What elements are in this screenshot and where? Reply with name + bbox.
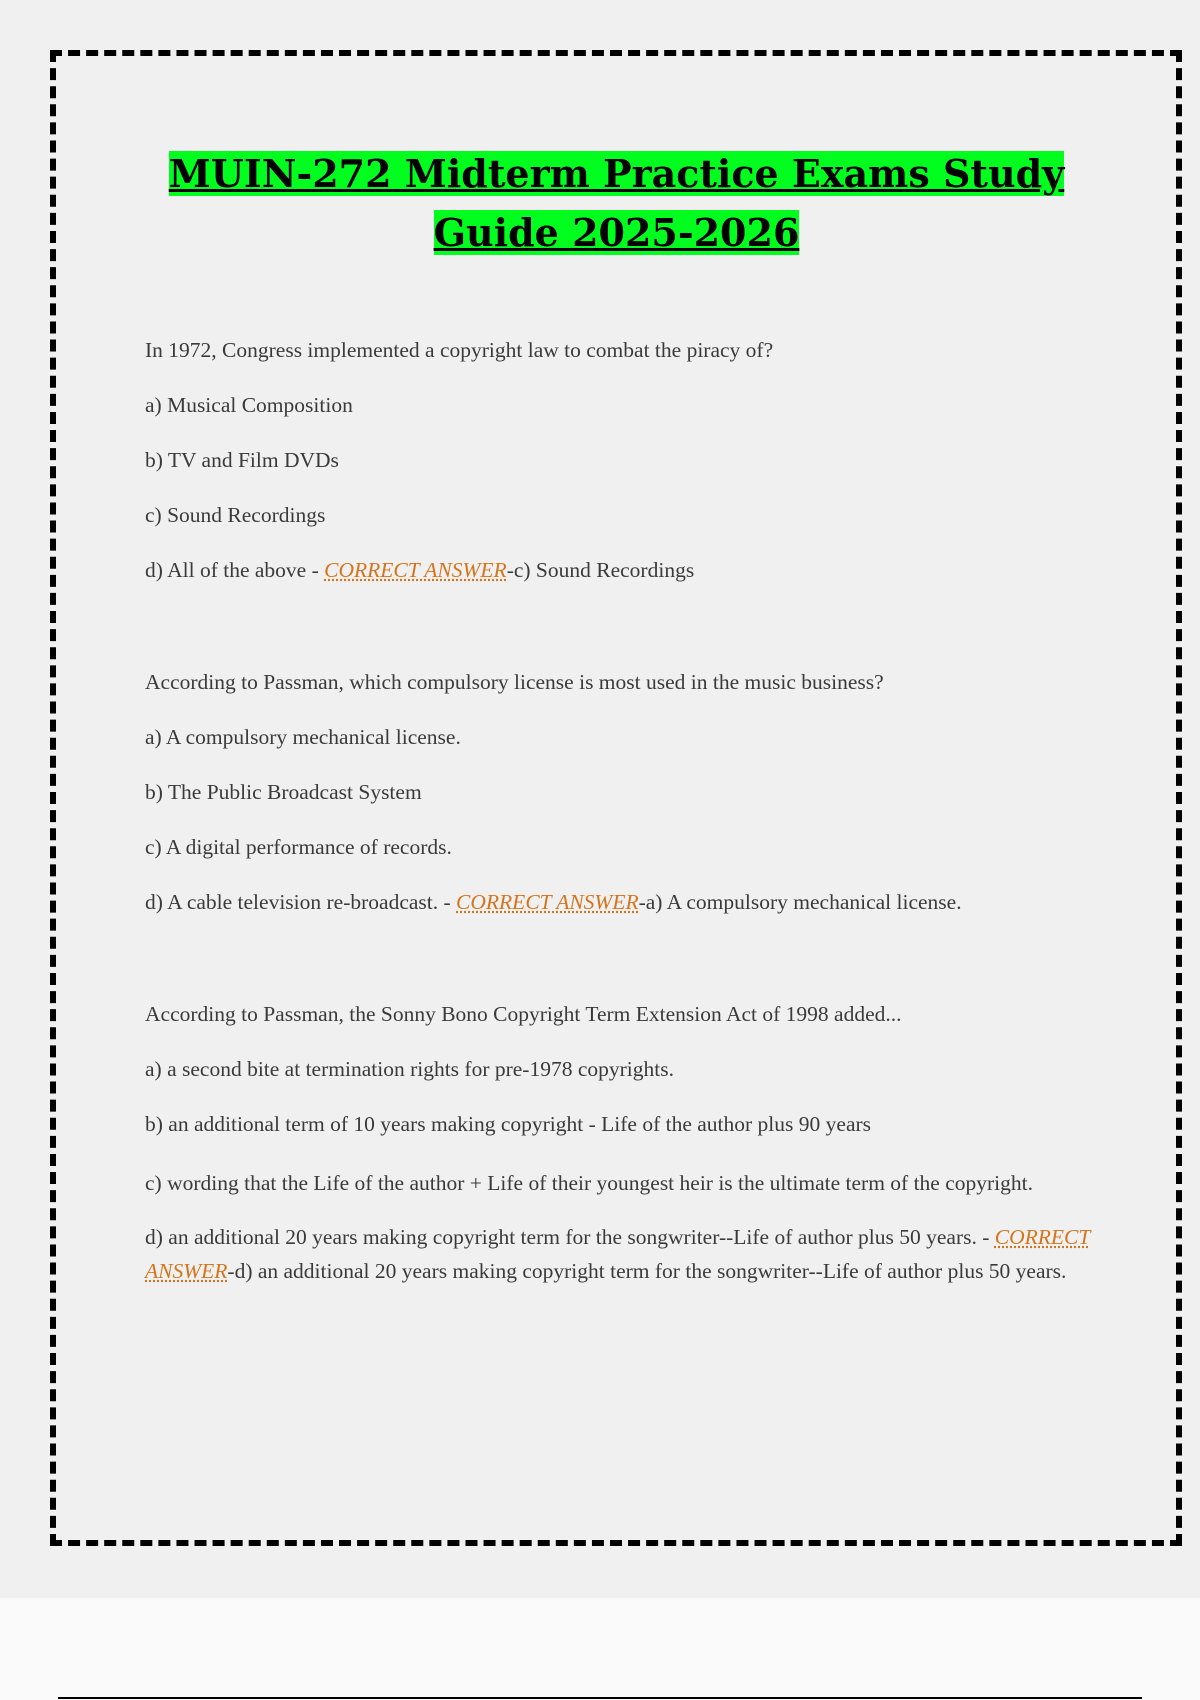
option-b: b) an additional term of 10 years making copyright - Life of the author plus 90 years [145,1112,872,1136]
question-text: In 1972, Congress implemented a copyright law to combat the piracy of? [145,338,774,362]
question-list [145,337,1095,1308]
option-d: d) All of the above - [145,558,319,582]
option-b: b) The Public Broadcast System [145,780,422,804]
answer-text: -a) A compulsory mechanical license. [638,890,962,914]
option-d-with-answer [145,557,1095,583]
question-text: According to Passman, the Sonny Bono Copyright Term Extension Act of 1998 added... [145,1002,902,1026]
title-line-2: Guide 2025-2026 [433,210,800,255]
option-b: b) TV and Film DVDs [145,448,339,472]
option-a: a) A compulsory mechanical license. [145,725,461,749]
question-text: According to Passman, which compulsory license is most used in the music business? [145,670,884,694]
option-a: a) Musical Composition [145,393,353,417]
option-c: c) A digital performance of records. [145,835,452,859]
question-block-3 [145,1001,1095,1288]
option-c: c) wording that the Life of the author + Life of their youngest heir is the ultimate term of the copyright. [145,1171,1033,1195]
option-d-with-answer [145,1220,1095,1288]
option-d: d) an additional 20 years making copyright term for the songwriter--Life of author plus 50 years. - [145,1225,990,1249]
option-d-with-answer [145,889,1095,915]
option-c: c) Sound Recordings [145,503,326,527]
answer-text: -d) an additional 20 years making copyright term for the songwriter--Life of author plus 50 years. [227,1259,1067,1283]
answer-text: -c) Sound Recordings [506,558,695,582]
correct-answer-marker: CORRECT ANSWER [145,1225,1091,1283]
correct-answer-marker: CORRECT ANSWER [324,558,507,582]
correct-answer-marker: CORRECT ANSWER [456,890,639,914]
option-a: a) a second bite at termination rights for pre-1978 copyrights. [145,1057,674,1081]
option-d: d) A cable television re-broadcast. - [145,890,451,914]
title-line-1: MUIN-272 Midterm Practice Exams Study [168,151,1065,196]
document-title [150,144,1083,262]
question-block-1 [145,337,1095,583]
next-page-rule [58,1697,1142,1699]
question-block-2 [145,669,1095,915]
page-gap [0,1598,1200,1700]
